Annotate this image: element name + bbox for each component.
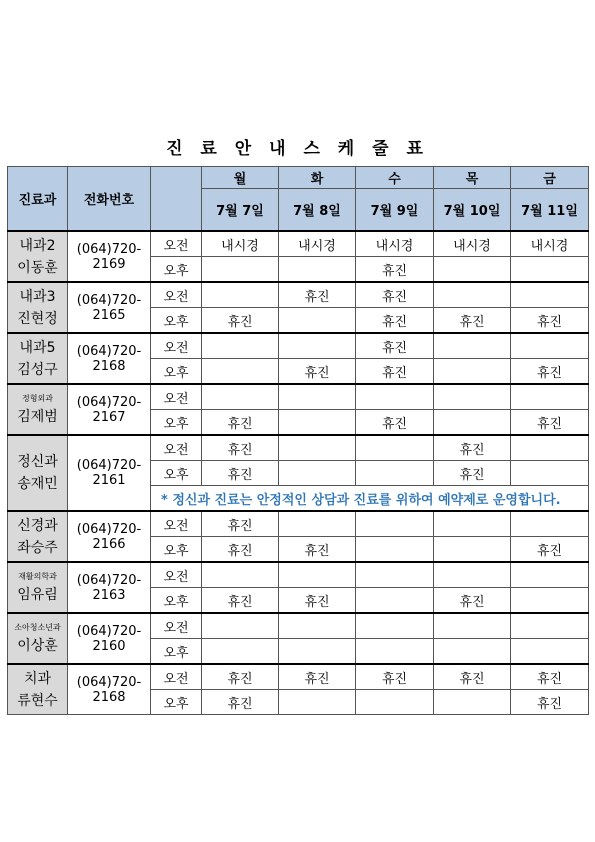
schedule-cell — [279, 435, 356, 461]
slot-label: 오전 — [151, 282, 202, 308]
phone-number: (064)720-2167 — [68, 384, 151, 435]
schedule-cell: 휴진 — [511, 308, 589, 334]
dept-name: 소아청소년과 — [14, 622, 61, 632]
slot-label: 오후 — [151, 308, 202, 334]
schedule-cell: 휴진 — [202, 588, 279, 614]
header-date: 7월 9일 — [356, 189, 434, 232]
schedule-cell — [279, 410, 356, 436]
doctor-name: 류현수 — [17, 692, 58, 709]
header-day: 목 — [434, 167, 511, 189]
header-day: 수 — [356, 167, 434, 189]
header-slot — [151, 167, 202, 232]
schedule-cell: 휴진 — [279, 359, 356, 385]
schedule-cell — [511, 562, 589, 588]
dept-cell — [8, 333, 68, 384]
schedule-cell — [279, 511, 356, 537]
schedule-cell: 휴진 — [279, 588, 356, 614]
slot-label: 오전 — [151, 333, 202, 359]
table-row — [8, 664, 589, 690]
phone-number: (064)720-2168 — [68, 664, 151, 715]
slot-label: 오전 — [151, 231, 202, 257]
schedule-cell: 휴진 — [202, 308, 279, 334]
doctor-name: 송재민 — [17, 476, 58, 492]
schedule-cell — [511, 511, 589, 537]
schedule-cell: 휴진 — [279, 537, 356, 563]
schedule-cell: 휴진 — [202, 461, 279, 486]
schedule-cell — [356, 639, 434, 665]
table-row — [8, 613, 589, 639]
dept-name: 정형외과 — [22, 393, 53, 403]
doctor-name: 김제범 — [17, 408, 58, 425]
schedule-cell — [279, 639, 356, 665]
slot-label: 오후 — [151, 410, 202, 436]
dept-cell — [8, 282, 68, 333]
dept-cell — [8, 613, 68, 664]
schedule-cell — [202, 257, 279, 283]
slot-label: 오전 — [151, 384, 202, 410]
schedule-cell: 휴진 — [434, 308, 511, 334]
schedule-cell — [434, 384, 511, 410]
schedule-table — [7, 166, 589, 715]
dept-cell — [8, 664, 68, 715]
phone-number: (064)720-2161 — [68, 435, 151, 511]
phone-number: (064)720-2165 — [68, 282, 151, 333]
doctor-name: 이상훈 — [17, 637, 58, 654]
schedule-cell — [434, 282, 511, 308]
slot-label: 오전 — [151, 511, 202, 537]
schedule-cell: 휴진 — [202, 690, 279, 715]
schedule-cell: 휴진 — [356, 664, 434, 690]
schedule-cell: 내시경 — [279, 231, 356, 257]
schedule-cell — [434, 690, 511, 715]
slot-label: 오후 — [151, 537, 202, 563]
table-row — [8, 511, 589, 537]
schedule-cell — [279, 384, 356, 410]
doctor-name: 김성구 — [17, 361, 58, 378]
schedule-cell — [511, 333, 589, 359]
schedule-cell — [511, 613, 589, 639]
schedule-cell: 내시경 — [511, 231, 589, 257]
doctor-name: 좌승주 — [17, 539, 58, 556]
slot-label: 오전 — [151, 435, 202, 461]
phone-number: (064)720-2160 — [68, 613, 151, 664]
schedule-cell: 휴진 — [279, 664, 356, 690]
schedule-cell — [279, 308, 356, 334]
schedule-cell: 휴진 — [356, 308, 434, 334]
dept-name: 내과5 — [19, 339, 56, 356]
schedule-cell — [434, 359, 511, 385]
schedule-cell: 휴진 — [434, 435, 511, 461]
schedule-cell — [279, 690, 356, 715]
schedule-cell — [511, 257, 589, 283]
doctor-name: 진현정 — [17, 310, 58, 327]
note-text: * 정신과 진료는 안정적인 상담과 진료를 위하여 예약제로 운영합니다. — [151, 486, 589, 512]
dept-cell — [8, 231, 68, 282]
page-title: 진 료 안 내 스 케 줄 표 — [166, 139, 429, 159]
header-date: 7월 8일 — [279, 189, 356, 232]
schedule-cell — [279, 333, 356, 359]
dept-name: 내과2 — [19, 237, 56, 254]
schedule-cell: 휴진 — [434, 588, 511, 614]
schedule-cell: 휴진 — [511, 664, 589, 690]
header-day: 화 — [279, 167, 356, 189]
schedule-cell — [434, 562, 511, 588]
dept-cell — [8, 435, 68, 511]
dept-name: 재활의학과 — [18, 571, 57, 581]
slot-label: 오후 — [151, 588, 202, 614]
header-day: 월 — [202, 167, 279, 189]
schedule-cell — [511, 588, 589, 614]
dept-cell — [8, 384, 68, 435]
schedule-cell: 휴진 — [511, 690, 589, 715]
schedule-cell: 휴진 — [356, 410, 434, 436]
phone-number: (064)720-2163 — [68, 562, 151, 613]
schedule-cell — [356, 537, 434, 563]
schedule-cell — [434, 613, 511, 639]
table-row — [8, 384, 589, 410]
schedule-cell — [202, 333, 279, 359]
table-row — [8, 435, 589, 461]
schedule-cell: 휴진 — [202, 435, 279, 461]
header-date: 7월 10일 — [434, 189, 511, 232]
schedule-cell — [279, 461, 356, 486]
schedule-cell — [511, 639, 589, 665]
schedule-cell — [356, 613, 434, 639]
schedule-cell: 휴진 — [279, 282, 356, 308]
schedule-cell — [356, 461, 434, 486]
slot-label: 오후 — [151, 461, 202, 486]
slot-label: 오후 — [151, 639, 202, 665]
header-date: 7월 7일 — [202, 189, 279, 232]
slot-label: 오후 — [151, 257, 202, 283]
dept-cell — [8, 562, 68, 613]
schedule-cell: 휴진 — [434, 664, 511, 690]
slot-label: 오후 — [151, 359, 202, 385]
dept-name: 치과 — [23, 670, 52, 687]
header-phone: 전화번호 — [68, 167, 151, 232]
schedule-cell — [356, 588, 434, 614]
schedule-cell — [202, 613, 279, 639]
schedule-cell — [434, 639, 511, 665]
schedule-cell — [511, 461, 589, 486]
schedule-cell: 내시경 — [356, 231, 434, 257]
schedule-cell: 휴진 — [434, 461, 511, 486]
schedule-cell — [356, 511, 434, 537]
phone-number: (064)720-2169 — [68, 231, 151, 282]
schedule-cell — [202, 282, 279, 308]
schedule-cell: 휴진 — [202, 537, 279, 563]
schedule-cell — [279, 562, 356, 588]
schedule-cell — [202, 639, 279, 665]
schedule-cell — [356, 384, 434, 410]
schedule-cell — [511, 384, 589, 410]
schedule-cell — [356, 690, 434, 715]
doctor-name: 이동훈 — [17, 259, 58, 276]
header-dept: 진료과 — [8, 167, 68, 232]
schedule-cell — [434, 333, 511, 359]
table-row — [8, 333, 589, 359]
schedule-cell — [356, 562, 434, 588]
doctor-name: 임유림 — [17, 586, 58, 603]
schedule-cell — [434, 537, 511, 563]
schedule-cell — [279, 613, 356, 639]
schedule-cell: 내시경 — [434, 231, 511, 257]
schedule-cell — [202, 562, 279, 588]
schedule-cell: 휴진 — [511, 359, 589, 385]
schedule-cell: 휴진 — [511, 410, 589, 436]
schedule-cell — [202, 359, 279, 385]
dept-name: 내과3 — [19, 288, 56, 305]
schedule-cell: 휴진 — [356, 257, 434, 283]
phone-number: (064)720-2168 — [68, 333, 151, 384]
schedule-cell: 휴진 — [202, 511, 279, 537]
slot-label: 오전 — [151, 613, 202, 639]
schedule-cell: 휴진 — [511, 537, 589, 563]
table-row — [8, 562, 589, 588]
schedule-cell — [279, 257, 356, 283]
schedule-cell — [511, 435, 589, 461]
slot-label: 오전 — [151, 664, 202, 690]
schedule-cell — [434, 257, 511, 283]
phone-number: (064)720-2166 — [68, 511, 151, 562]
dept-name: 정신과 — [17, 454, 58, 470]
header-day: 금 — [511, 167, 589, 189]
schedule-cell — [202, 384, 279, 410]
schedule-cell — [511, 282, 589, 308]
schedule-cell — [434, 410, 511, 436]
header-date: 7월 11일 — [511, 189, 589, 232]
schedule-cell: 휴진 — [202, 410, 279, 436]
slot-label: 오전 — [151, 562, 202, 588]
slot-label: 오후 — [151, 690, 202, 715]
schedule-cell — [356, 435, 434, 461]
schedule-cell: 휴진 — [356, 282, 434, 308]
schedule-cell — [434, 511, 511, 537]
schedule-cell: 내시경 — [202, 231, 279, 257]
table-row — [8, 231, 589, 257]
dept-name: 신경과 — [17, 517, 58, 534]
table-row — [8, 282, 589, 308]
schedule-cell: 휴진 — [356, 333, 434, 359]
dept-cell — [8, 511, 68, 562]
schedule-cell: 휴진 — [202, 664, 279, 690]
schedule-cell: 휴진 — [356, 359, 434, 385]
